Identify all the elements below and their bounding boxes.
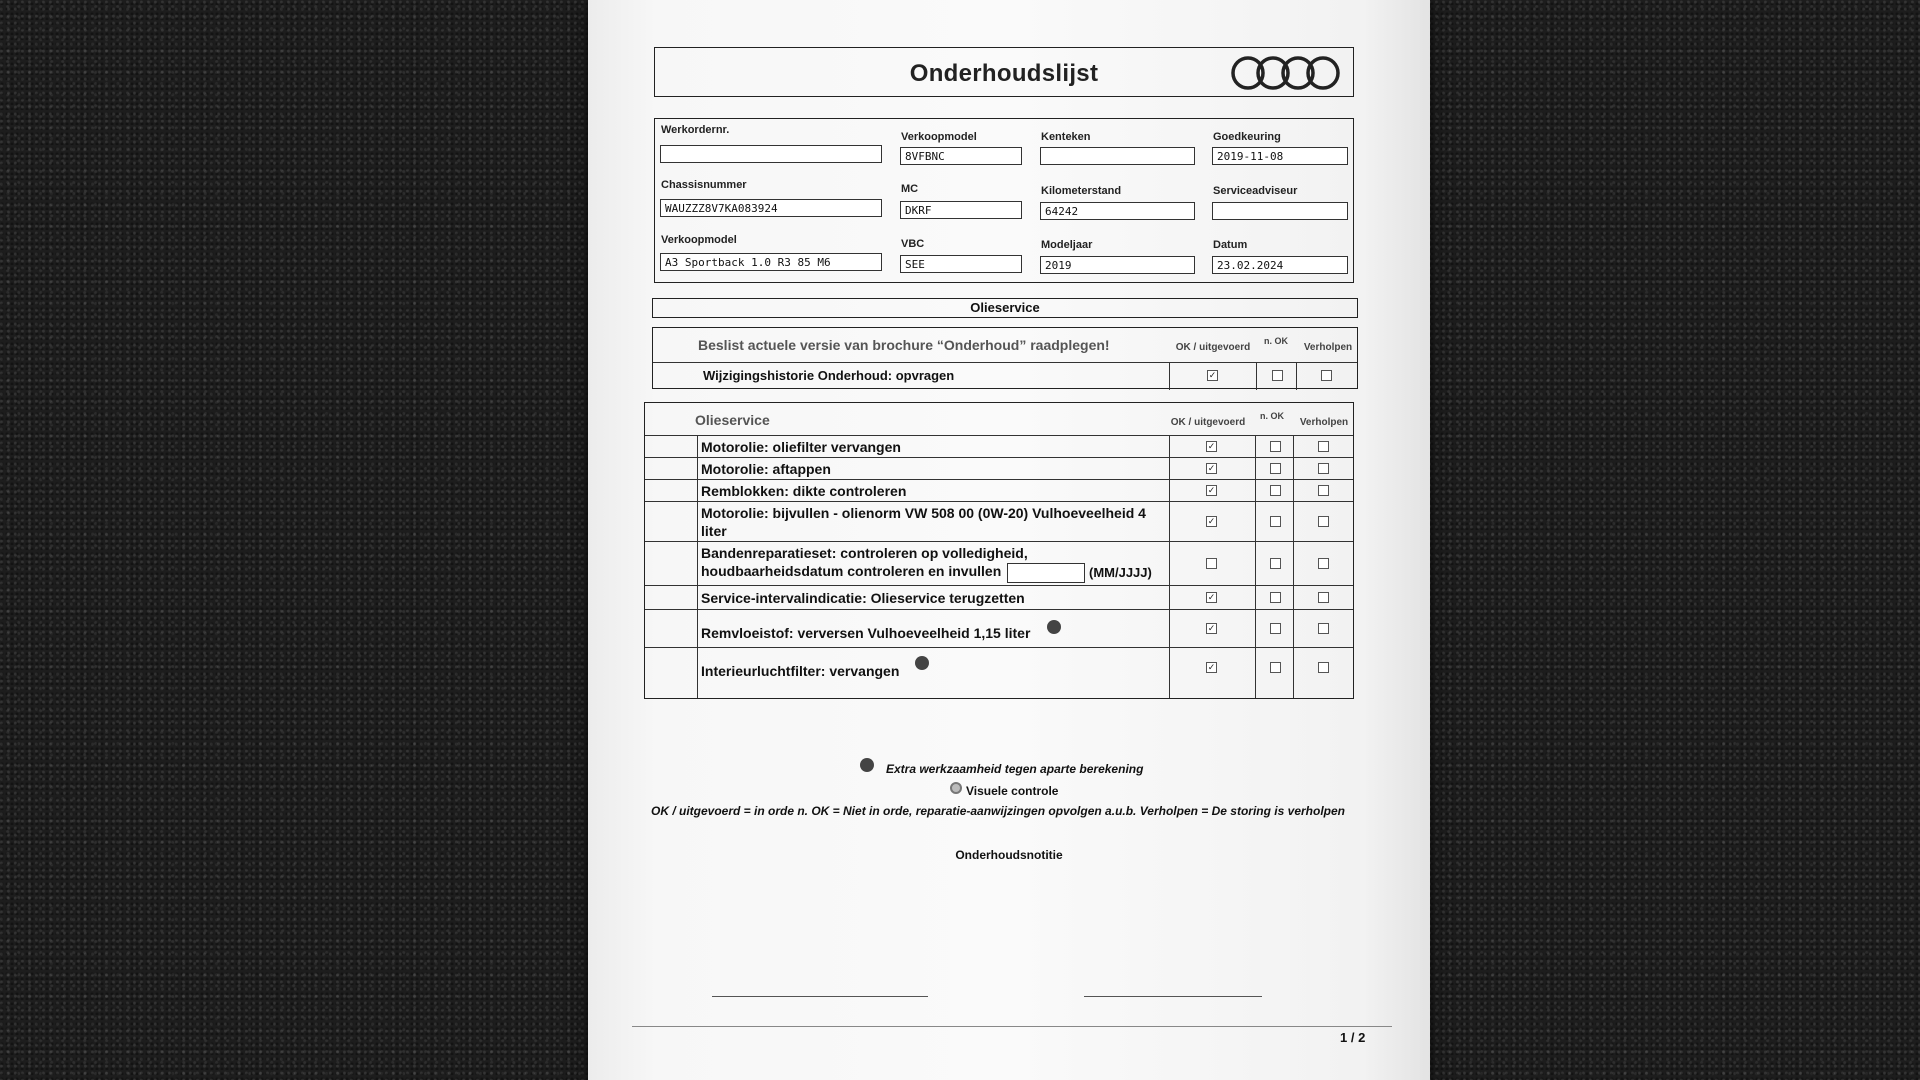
expiry-date-input[interactable] [1007,563,1085,583]
ok-checkbox[interactable]: ✓ [1207,516,1216,526]
modeljaar-label: Modeljaar [1041,239,1093,251]
werkordernr-field [660,145,882,163]
col-fix-header-2: Verholpen [1299,417,1349,428]
row-label: Bandenreparatieset: controleren op volledigheid, houdbaarheidsdatum controleren en invullen [701,545,1028,579]
fix-checkbox[interactable] [1318,558,1329,569]
row-label: Remvloeistof: verversen Vulhoeveelheid 1,15 liter [701,625,1031,641]
col-fix-header: Verholpen [1303,342,1353,353]
title-box [654,47,1354,97]
nok-checkbox[interactable] [1270,662,1281,673]
notes-title: Onderhoudsnotitie [955,848,1063,862]
fix-checkbox[interactable] [1318,662,1329,673]
fix-checkbox[interactable] [1318,485,1329,496]
row-label: Motorolie: aftappen [701,461,831,477]
verkoopmodel-label: Verkoopmodel [661,234,737,246]
intro-row [653,362,1357,390]
nok-checkbox[interactable] [1270,463,1281,474]
nok-checkbox[interactable] [1270,441,1281,452]
goedkeuring-field: 2019-11-08 [1212,147,1348,165]
row-label: Interieurluchtfilter: vervangen [701,663,900,679]
table-row [645,479,1353,502]
extra-work-dot-icon [1047,620,1061,634]
kenteken-field [1040,147,1195,165]
ok-checkbox[interactable]: ✓ [1207,485,1216,495]
col-ok-header-2: OK / uitgevoerd [1170,417,1246,428]
fix-checkbox[interactable] [1318,441,1329,452]
table-row [645,501,1353,542]
section-title-bar [652,298,1358,318]
kilometerstand-label: Kilometerstand [1041,185,1122,197]
col-ok-header: OK / uitgevoerd [1175,342,1251,353]
verkoopmodel-field: A3 Sportback 1.0 R3 85 M6 [660,253,882,271]
row-label: Motorolie: oliefilter vervangen [701,439,901,455]
legend-visual-text: Visuele controle [966,784,1059,798]
legend-extra-text: Extra werkzaamheid tegen aparte berekening [886,762,1144,776]
table-row [645,435,1353,458]
col-nok-header: n. OK [1264,336,1288,346]
row-label: Motorolie: bijvullen - olienorm VW 508 00 (0W-20) Vulhoeveelheid 4 liter [701,505,1146,539]
verkoopmodel-code-label: Verkoopmodel [901,131,977,143]
vbc-label: VBC [901,238,925,250]
intro-fix-checkbox[interactable] [1321,370,1332,381]
werkordernr-label: Werkordernr. [661,124,730,136]
verkoopmodel-code-field: 8VFBNC [900,147,1022,165]
nok-checkbox[interactable] [1270,485,1281,496]
service-table-title: Olieservice [695,412,770,428]
intro-table [652,327,1358,389]
fix-checkbox[interactable] [1318,592,1329,603]
service-rows [645,435,1353,698]
datum-label: Datum [1213,239,1248,251]
footer-divider [632,1026,1392,1027]
modeljaar-field: 2019 [1040,256,1195,274]
visual-check-icon [950,782,962,794]
fix-checkbox[interactable] [1318,463,1329,474]
mc-label: MC [901,183,919,195]
brochure-notice: Beslist actuele versie van brochure “Onderhoud” raadplegen! [698,337,1110,353]
kilometerstand-field: 64242 [1040,202,1195,220]
table-row [645,609,1353,648]
ok-checkbox[interactable]: ✓ [1207,441,1216,451]
table-row [645,457,1353,480]
olieservice-table [644,402,1354,699]
ok-checkbox[interactable]: ✓ [1207,592,1216,602]
date-format-hint: (MM/JJJJ) [1089,565,1152,580]
goedkeuring-label: Goedkeuring [1213,131,1281,143]
signature-line-right [1084,996,1262,997]
kenteken-label: Kenteken [1041,131,1091,143]
intro-ok-checkbox[interactable]: ✓ [1208,370,1217,380]
fix-checkbox[interactable] [1318,516,1329,527]
nok-checkbox[interactable] [1270,623,1281,634]
datum-field: 23.02.2024 [1212,256,1348,274]
page-title: Onderhoudslijst [909,60,1099,87]
serviceadviseur-field [1212,202,1348,220]
chassisnummer-label: Chassisnummer [661,179,747,191]
table-row [645,541,1353,586]
extra-work-dot-icon [860,758,874,772]
ok-checkbox[interactable]: ✓ [1207,623,1216,633]
serviceadviseur-label: Serviceadviseur [1213,185,1298,197]
vbc-field: SEE [900,255,1022,273]
ok-checkbox[interactable]: ✓ [1207,463,1216,473]
maintenance-sheet [588,0,1430,1080]
row-label: Service-intervalindicatie: Olieservice terugzetten [701,590,1025,606]
page-number: 1 / 2 [1340,1030,1366,1045]
section-title: Olieservice [970,300,1040,315]
nok-checkbox[interactable] [1270,592,1281,603]
audi-rings-icon [1229,54,1343,92]
row-label: Remblokken: dikte controleren [701,483,907,499]
legend-explanation: OK / uitgevoerd = in orde n. OK = Niet in orde, reparatie-aanwijzingen opvolgen a.u.b. Verholpen = De storing is verholpen [650,804,1345,818]
intro-nok-checkbox[interactable] [1272,370,1283,381]
nok-checkbox[interactable] [1270,516,1281,527]
nok-checkbox[interactable] [1270,558,1281,569]
mc-field: DKRF [900,201,1022,219]
intro-row-label: Wijzigingshistorie Onderhoud: opvragen [703,368,955,383]
vehicle-data-box [654,118,1354,283]
fix-checkbox[interactable] [1318,623,1329,634]
table-row [645,585,1353,610]
chassisnummer-field: WAUZZZ8V7KA083924 [660,199,882,217]
col-nok-header-2: n. OK [1260,411,1284,421]
ok-checkbox[interactable]: ✓ [1207,662,1216,672]
signature-line-left [712,996,928,997]
extra-work-dot-icon [915,656,929,670]
table-row [645,647,1353,701]
ok-checkbox[interactable] [1206,558,1217,569]
